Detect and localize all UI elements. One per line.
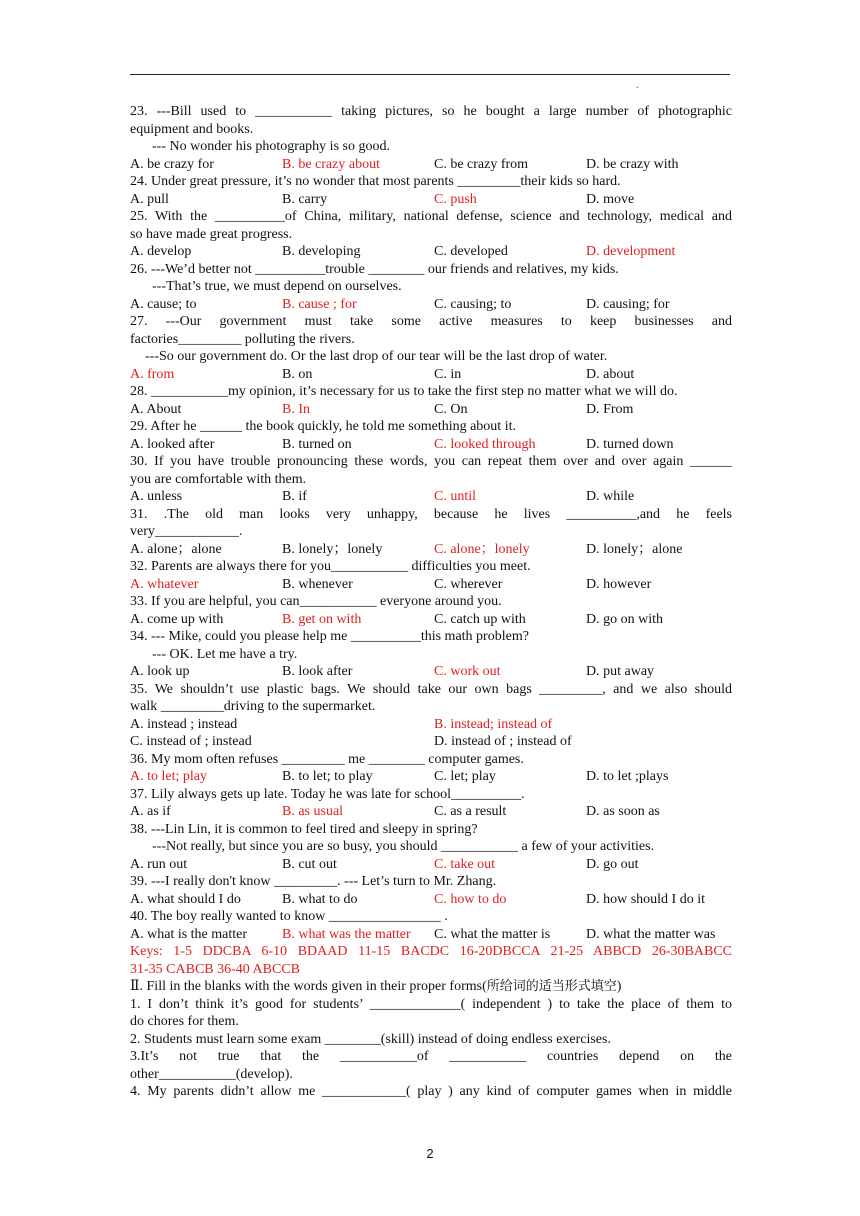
section-2-heading-en: Ⅱ. Fill in the blanks with the words given in their proper forms(: [130, 979, 487, 994]
question-28-stem: 28. ___________my opinion, it’s necessary for us to take the first step no matter what we will do.: [130, 384, 678, 399]
header-rule: [130, 74, 730, 75]
fill-blank-4: 4. My parents didn’t allow me ____________( play ) any kind of computer games when in middle: [130, 1084, 732, 1099]
option-b-answer: B. In: [282, 401, 310, 417]
option-d: D. go on with: [586, 611, 663, 627]
fill-blank-3-cont: other___________(develop).: [130, 1066, 293, 1082]
option-a: A. as if: [130, 804, 171, 819]
option-a: A. looked after: [130, 436, 215, 452]
question-31-stem-cont: very____________.: [130, 524, 243, 539]
question-26-reply: ---That’s true, we must depend on ourselves.: [152, 279, 402, 294]
page-number: 2: [426, 1146, 434, 1161]
question-30-options: [130, 488, 732, 506]
option-b: B. whenever: [282, 576, 353, 592]
option-c: C. what the matter is: [434, 926, 551, 942]
option-c: C. in: [434, 366, 462, 382]
option-b-answer: B. as usual: [282, 804, 344, 819]
question-34-stem: 34. --- Mike, could you please help me __________this math problem?: [130, 629, 529, 644]
option-d: D. how should I do it: [586, 891, 705, 907]
fill-blank-1: 1. I don’t think it’s good for students’ _____________( independent ) to take the place of them to: [130, 996, 732, 1012]
option-a: A. unless: [130, 489, 183, 504]
question-25-stem-cont: so have made great progress.: [130, 226, 293, 242]
option-c: C. instead of ; instead: [130, 734, 252, 749]
option-d: D. instead of ; instead of: [434, 734, 572, 749]
option-b-answer: B. be crazy about: [282, 156, 380, 172]
option-a: A. develop: [130, 244, 192, 259]
question-27-stem-cont: factories_________ polluting the rivers.: [130, 331, 355, 347]
page-content: [130, 103, 732, 1101]
option-c-answer: C. take out: [434, 856, 496, 872]
option-c: C. be crazy from: [434, 156, 529, 172]
option-d: D. lonely；alone: [586, 541, 683, 557]
question-27-stem: 27. ---Our government must take some active measures to keep businesses and: [130, 314, 732, 329]
option-b: B. on: [282, 366, 313, 382]
option-c-answer: C. alone；lonely: [434, 541, 530, 557]
section-2-heading-cn: 所给词的适当形式填空: [486, 979, 617, 994]
option-b: B. turned on: [282, 436, 352, 452]
answer-keys-line-1: Keys: 1-5 DDCBA 6-10 BDAAD 11-15 BACDC 16-20DBCCA 21-25 ABBCD 26-30BABCC: [130, 944, 732, 959]
header-mark: .: [636, 80, 639, 91]
question-29-stem: 29. After he ______ the book quickly, he told me something about it.: [130, 419, 516, 434]
question-40-options: [130, 926, 732, 944]
fill-blank-2: 2. Students must learn some exam ________(skill) instead of doing endless exercises.: [130, 1031, 611, 1047]
option-d: D. be crazy with: [586, 156, 679, 172]
option-c-answer: C. until: [434, 489, 477, 504]
option-c: C. wherever: [434, 576, 503, 592]
option-a: A. About: [130, 401, 182, 417]
option-c: C. as a result: [434, 804, 507, 819]
option-b: B. carry: [282, 191, 328, 207]
option-d: D. put away: [586, 664, 655, 679]
option-a-answer: A. to let; play: [130, 769, 207, 784]
question-28-options: [130, 401, 732, 419]
option-a: A. instead ; instead: [130, 716, 238, 732]
option-d: D. while: [586, 489, 635, 504]
question-33-options: [130, 611, 732, 629]
option-b: B. what to do: [282, 891, 358, 907]
option-d: D. turned down: [586, 436, 674, 452]
question-34-reply: --- OK. Let me have a try.: [152, 646, 298, 662]
option-c-answer: C. work out: [434, 664, 501, 679]
question-27-reply: ---So our government do. Or the last drop of our tear will be the last drop of water.: [145, 349, 608, 364]
option-c-answer: C. how to do: [434, 891, 507, 907]
section-2-heading: [130, 978, 732, 996]
fill-blank-1-cont: do chores for them.: [130, 1014, 239, 1029]
section-2-heading-end: ): [616, 979, 622, 994]
question-35-stem-cont: walk _________driving to the supermarket.: [130, 699, 376, 714]
option-d: D. From: [586, 401, 634, 417]
question-26-options: [130, 296, 732, 314]
option-d: D. to let ;plays: [586, 769, 669, 784]
option-a: A. what is the matter: [130, 926, 248, 942]
option-a-answer: A. from: [130, 366, 175, 382]
option-c-answer: C. push: [434, 191, 477, 207]
question-39-options: [130, 891, 732, 909]
option-c: C. let; play: [434, 769, 496, 784]
question-35-options-row2: [130, 733, 732, 751]
question-23-stem: 23. ---Bill used to ___________ taking pictures, so he bought a large number of photographic: [130, 104, 732, 119]
option-c-answer: C. looked through: [434, 436, 536, 452]
question-36-options: [130, 768, 732, 786]
option-d-answer: D. development: [586, 244, 676, 259]
option-d: D. about: [586, 366, 635, 382]
question-35-stem: 35. We shouldn’t use plastic bags. We should take our own bags _________, and we also should: [130, 681, 732, 697]
question-24-options: [130, 191, 732, 209]
question-25-stem: 25. With the __________of China, military, national defense, science and technology, medical and: [130, 209, 732, 224]
question-38-options: [130, 856, 732, 874]
option-c: C. developed: [434, 244, 508, 259]
fill-blank-3: 3.It’s not true that the ___________of ___________ countries depend on the: [130, 1049, 732, 1064]
option-b-answer: B. cause ; for: [282, 296, 357, 312]
question-23-options: [130, 156, 732, 174]
option-b-answer: B. what was the matter: [282, 926, 411, 942]
question-40-stem: 40. The boy really wanted to know ________________ .: [130, 909, 448, 924]
answer-keys-line-2: 31-35 CABCB 36-40 ABCCB: [130, 961, 300, 977]
option-c: C. On: [434, 401, 468, 417]
option-a: A. cause; to: [130, 296, 197, 312]
question-32-options: [130, 576, 732, 594]
question-36-stem: 36. My mom often refuses _________ me ________ computer games.: [130, 751, 524, 767]
option-b-answer: B. instead; instead of: [434, 716, 553, 732]
question-27-options: [130, 366, 732, 384]
option-d: D. as soon as: [586, 804, 660, 819]
question-26-stem: 26. ---We’d better not __________trouble ________ our friends and relatives, my kids.: [130, 261, 619, 277]
question-31-options: [130, 541, 732, 559]
option-d: D. however: [586, 576, 652, 592]
question-33-stem: 33. If you are helpful, you can___________ everyone around you.: [130, 594, 502, 609]
option-a: A. alone；alone: [130, 541, 222, 557]
option-c: C. causing; to: [434, 296, 512, 312]
question-37-stem: 37. Lily always gets up late. Today he was late for school__________.: [130, 786, 525, 802]
question-29-options: [130, 436, 732, 454]
question-30-stem: 30. If you have trouble pronouncing these words, you can repeat them over and over again ______: [130, 454, 732, 469]
option-d: D. causing; for: [586, 296, 670, 312]
question-34-options: [130, 663, 732, 681]
question-23-stem-cont: equipment and books.: [130, 121, 254, 137]
option-b: B. if: [282, 489, 307, 504]
option-b-answer: B. get on with: [282, 611, 362, 627]
option-c: C. catch up with: [434, 611, 526, 627]
option-a: A. pull: [130, 191, 169, 207]
option-b: B. developing: [282, 244, 361, 259]
option-a-answer: A. whatever: [130, 576, 199, 592]
question-30-stem-cont: you are comfortable with them.: [130, 471, 307, 487]
question-32-stem: 32. Parents are always there for you___________ difficulties you meet.: [130, 559, 531, 574]
option-b: B. cut out: [282, 856, 337, 872]
option-d: D. what the matter was: [586, 926, 716, 942]
question-39-stem: 39. ---I really don't know _________. --- Let’s turn to Mr. Zhang.: [130, 874, 497, 889]
option-a: A. look up: [130, 664, 190, 679]
option-a: A. be crazy for: [130, 156, 214, 172]
question-25-options: [130, 243, 732, 261]
option-d: D. go out: [586, 856, 639, 872]
question-31-stem: 31. .The old man looks very unhappy, because he lives __________,and he feels: [130, 506, 732, 522]
question-24-stem: 24. Under great pressure, it’s no wonder that most parents _________their kids so hard.: [130, 174, 621, 189]
option-d: D. move: [586, 191, 635, 207]
question-38-reply: ---Not really, but since you are so busy, you should ___________ a few of your activities.: [152, 839, 655, 854]
question-35-options-row1: [130, 716, 732, 734]
option-a: A. come up with: [130, 611, 224, 627]
option-a: A. run out: [130, 856, 188, 872]
question-38-stem: 38. ---Lin Lin, it is common to feel tired and sleepy in spring?: [130, 821, 478, 837]
option-b: B. look after: [282, 664, 353, 679]
option-a: A. what should I do: [130, 891, 241, 907]
question-23-reply: --- No wonder his photography is so good.: [152, 139, 390, 154]
question-37-options: [130, 803, 732, 821]
option-b: B. lonely；lonely: [282, 541, 383, 557]
option-b: B. to let; to play: [282, 769, 373, 784]
